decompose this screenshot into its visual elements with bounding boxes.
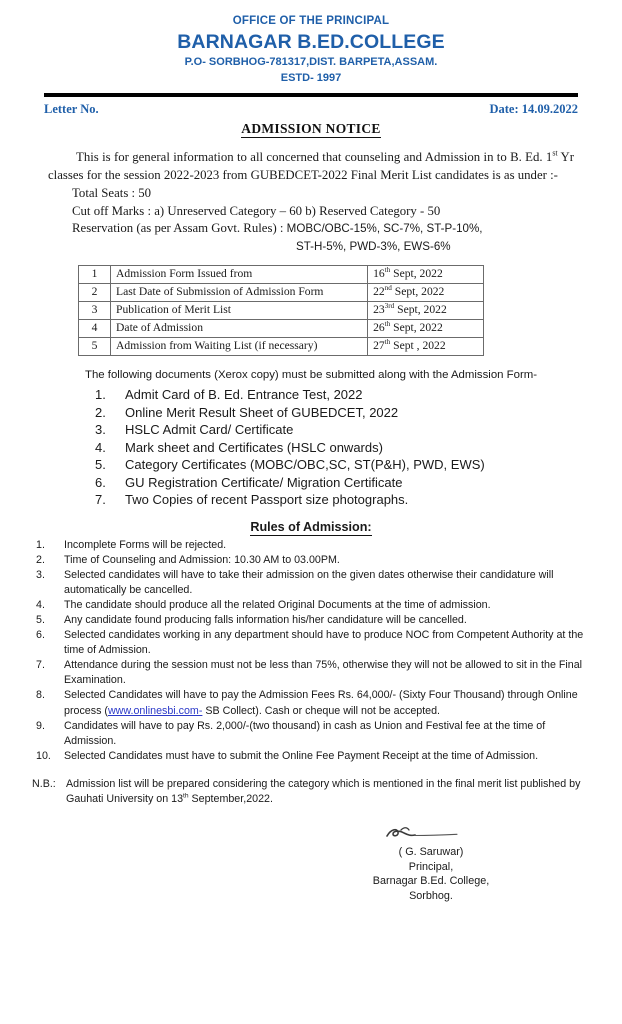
list-item-text: Selected candidates working in any department should have to produce NOC from Competent Authority at the time of Admission. bbox=[64, 629, 584, 657]
list-item-number: 7. bbox=[36, 659, 45, 672]
row-date-rest: Sept, 2022 bbox=[394, 303, 447, 316]
letter-meta-row bbox=[44, 102, 578, 117]
row-date bbox=[368, 338, 484, 356]
row-date-rest: Sept, 2022 bbox=[390, 321, 443, 334]
header-divider bbox=[44, 93, 578, 97]
list-item-text: Online Merit Result Sheet of GUBEDCET, 2022 bbox=[125, 404, 399, 420]
list-item-number: 4. bbox=[36, 598, 45, 611]
documents-lead-text: The following documents (Xerox copy) must be submitted along with the Admission Form- bbox=[85, 369, 538, 381]
page-title bbox=[0, 121, 622, 137]
handwritten-signature-icon bbox=[240, 819, 622, 845]
signature-details bbox=[240, 845, 622, 903]
row-item: Publication of Merit List bbox=[111, 302, 368, 320]
table-row bbox=[79, 338, 484, 356]
onlinesbi-link[interactable]: www.onlinesbi.com- bbox=[107, 704, 203, 717]
list-item-number: 3. bbox=[95, 422, 106, 437]
schedule-table bbox=[78, 265, 484, 356]
list-item bbox=[36, 613, 592, 628]
schedule-table-wrapper bbox=[78, 265, 622, 356]
row-number: 1 bbox=[79, 266, 111, 284]
list-item bbox=[95, 404, 622, 422]
list-item bbox=[36, 628, 592, 658]
intro-ordinal-suffix: st bbox=[552, 148, 558, 158]
intro-text-part2: Yr classes for the session 2022-2023 from GUBEDCET-2022 Final Merit List candidates is as under :- bbox=[48, 150, 574, 182]
row-date bbox=[368, 266, 484, 284]
list-item-text: Time of Counseling and Admission: 10.30 AM to 03.00PM. bbox=[64, 553, 340, 566]
table-row bbox=[79, 302, 484, 320]
letter-date: Date: 14.09.2022 bbox=[489, 102, 578, 116]
list-item-number: 8. bbox=[36, 689, 45, 702]
list-item bbox=[95, 474, 622, 492]
row-date bbox=[368, 302, 484, 320]
list-item-text: Selected candidates will have to take their admission on the given dates otherwise their candidature will automatically be cancelled. bbox=[64, 568, 554, 596]
list-item-number: 2. bbox=[95, 404, 106, 420]
letter-number-label: Letter No. bbox=[44, 102, 99, 116]
row-date-ordinal: 3rd bbox=[384, 302, 395, 311]
row-date-rest: Sept, 2022 bbox=[390, 267, 443, 280]
row-date-day: 27 bbox=[373, 339, 385, 352]
list-item-text-before-link: Selected Candidates will have to pay the Admission Fees Rs. 64,000/- (Sixty Four Thousand) through Online process ( bbox=[64, 689, 578, 717]
list-item bbox=[95, 456, 622, 474]
list-item-text: GU Registration Certificate/ Migration Certificate bbox=[125, 474, 403, 490]
list-item bbox=[36, 719, 592, 749]
list-item bbox=[95, 491, 622, 509]
row-date-ordinal: nd bbox=[384, 284, 392, 293]
list-item-number: 5. bbox=[95, 457, 106, 472]
list-item-number: 4. bbox=[95, 439, 106, 455]
list-item bbox=[36, 598, 592, 613]
row-date-ordinal: th bbox=[384, 266, 391, 275]
list-item-text: Any candidate found producing falls information his/her candidature will be cancelled. bbox=[64, 613, 467, 626]
list-item bbox=[95, 421, 622, 439]
nota-bene-ordinal: th bbox=[183, 792, 189, 800]
row-item: Last Date of Submission of Admission Form bbox=[111, 284, 368, 302]
list-item-text: Selected Candidates must have to submit the Online Fee Payment Receipt at the time of Admission. bbox=[64, 749, 539, 762]
list-item-number: 9. bbox=[36, 719, 45, 732]
letterhead-address: P.O- SORBHOG-781317,DIST. BARPETA,ASSAM. bbox=[184, 56, 438, 68]
list-item-number: 2. bbox=[36, 553, 45, 566]
row-date-day: 26 bbox=[373, 321, 385, 334]
signatory-institution: Barnagar B.Ed. College, bbox=[372, 875, 490, 888]
list-item-number: 10. bbox=[36, 749, 51, 762]
list-item-text: HSLC Admit Card/ Certificate bbox=[125, 422, 294, 437]
reservation-line-2: ST-H-5%, PWD-3%, EWS-6% bbox=[296, 239, 451, 253]
row-date-ordinal: th bbox=[384, 320, 391, 329]
list-item-text-after-link: SB Collect). Cash or cheque will not be accepted. bbox=[202, 704, 441, 717]
list-item-text: Attendance during the session must not be less than 75%, otherwise they will not be allowed to sit in the Final Examination. bbox=[64, 659, 583, 687]
list-item-number: 1. bbox=[95, 387, 106, 402]
list-item bbox=[95, 386, 622, 404]
list-item-number: 1. bbox=[36, 538, 45, 551]
documents-list bbox=[95, 386, 622, 509]
row-number: 2 bbox=[79, 284, 111, 302]
row-date-day: 23 bbox=[373, 303, 385, 316]
list-item-number: 3. bbox=[36, 568, 45, 581]
page-title-text: ADMISSION NOTICE bbox=[241, 121, 381, 136]
key-facts bbox=[48, 185, 574, 255]
row-date-rest: Sept, 2022 bbox=[391, 285, 445, 298]
nota-bene-note bbox=[32, 777, 592, 807]
row-number: 4 bbox=[79, 320, 111, 338]
list-item-text: Mark sheet and Certificates (HSLC onwards) bbox=[125, 439, 383, 455]
row-date bbox=[368, 284, 484, 302]
list-item-text: Two Copies of recent Passport size photographs. bbox=[125, 492, 409, 507]
table-row bbox=[79, 266, 484, 284]
list-item-text: Category Certificates (MOBC/OBC,SC, ST(P&H), PWD, EWS) bbox=[125, 457, 485, 472]
signatory-place: Sorbhog. bbox=[409, 889, 453, 902]
letterhead-established: ESTD- 1997 bbox=[280, 72, 342, 84]
letterhead-college-name: BARNAGAR B.ED.COLLEGE bbox=[177, 31, 445, 53]
list-item bbox=[36, 749, 592, 764]
table-row bbox=[79, 284, 484, 302]
list-item-text: Admit Card of B. Ed. Entrance Test, 2022 bbox=[125, 387, 363, 402]
list-item-text: The candidate should produce all the related Original Documents at the time of admission. bbox=[64, 598, 491, 611]
intro-text-part1: This is for general information to all concerned that counseling and Admission in to B. Ed. 1 bbox=[76, 150, 553, 164]
list-item-number: 5. bbox=[36, 613, 45, 626]
table-row bbox=[79, 320, 484, 338]
row-item: Admission from Waiting List (if necessary) bbox=[111, 338, 368, 356]
letterhead bbox=[0, 0, 622, 86]
signatory-designation: Principal, bbox=[408, 860, 454, 873]
list-item bbox=[36, 538, 592, 553]
list-item bbox=[36, 553, 592, 568]
list-item bbox=[95, 439, 622, 457]
nota-bene-text-part2: September,2022. bbox=[188, 793, 273, 805]
list-item-text: Candidates will have to pay Rs. 2,000/-(two thousand) in cash as Union and Festival fee at the time of Admission. bbox=[64, 719, 546, 747]
row-number: 3 bbox=[79, 302, 111, 320]
list-item bbox=[36, 568, 592, 598]
reservation-label: Reservation (as per Assam Govt. Rules) : bbox=[72, 221, 287, 235]
total-seats: Total Seats : 50 bbox=[72, 186, 152, 200]
list-item bbox=[36, 658, 592, 688]
signatory-name: ( G. Saruwar) bbox=[398, 846, 464, 859]
schedule-table-body bbox=[79, 266, 484, 356]
row-item: Admission Form Issued from bbox=[111, 266, 368, 284]
rules-section-title-text: Rules of Admission: bbox=[250, 519, 372, 534]
rules-list bbox=[36, 538, 592, 764]
row-date-day: 22 bbox=[373, 285, 385, 298]
signature-block bbox=[0, 819, 622, 903]
reservation-line-1 bbox=[48, 220, 574, 238]
row-number: 5 bbox=[79, 338, 111, 356]
letterhead-office: OFFICE OF THE PRINCIPAL bbox=[232, 15, 390, 27]
row-date-rest: Sept , 2022 bbox=[390, 339, 446, 352]
reservation-values-1: MOBC/OBC-15%, SC-7%, ST-P-10%, bbox=[286, 222, 483, 235]
list-item-number: 7. bbox=[95, 492, 106, 507]
row-date-ordinal: th bbox=[384, 338, 391, 347]
intro-paragraph bbox=[48, 149, 574, 184]
cut-off-marks: Cut off Marks : a) Unreserved Category – 60 b) Reserved Category - 50 bbox=[72, 203, 441, 218]
row-date bbox=[368, 320, 484, 338]
row-date-day: 16 bbox=[373, 267, 385, 280]
rules-section-title bbox=[0, 520, 622, 534]
list-item-payment bbox=[36, 688, 592, 718]
row-item: Date of Admission bbox=[111, 320, 368, 338]
nota-bene-label: N.B.: bbox=[32, 777, 56, 790]
list-item-number: 6. bbox=[95, 474, 106, 490]
nota-bene-text-part1: Admission list will be prepared considering the category which is mentioned in the final merit list published by Gauhati University on 13 bbox=[66, 777, 581, 805]
list-item-number: 6. bbox=[36, 629, 45, 642]
list-item-text: Incomplete Forms will be rejected. bbox=[64, 538, 227, 551]
